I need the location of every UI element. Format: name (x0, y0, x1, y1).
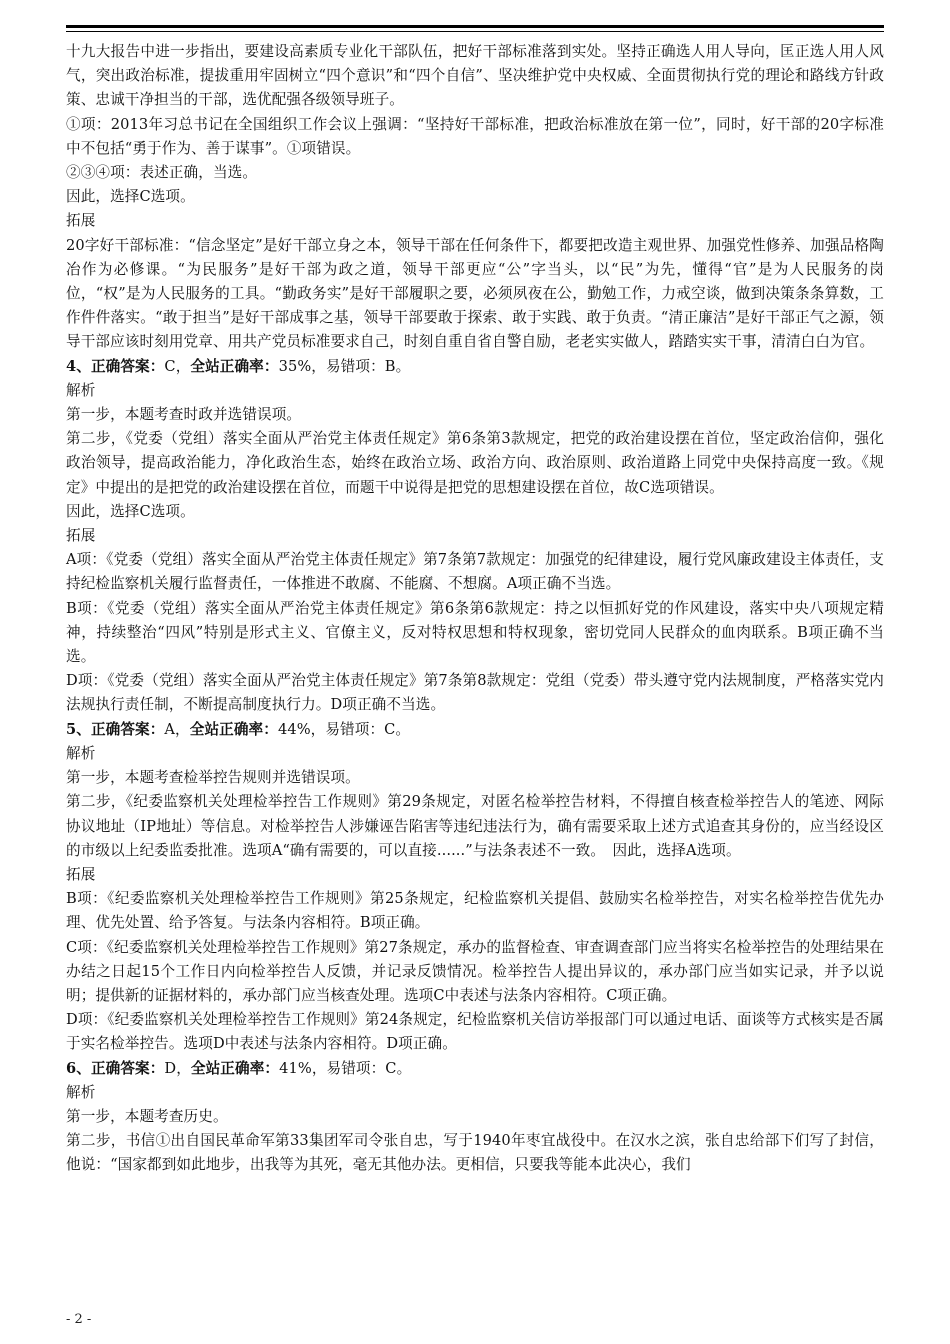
paragraph: D项：《纪委监察机关处理检举控告工作规则》第24条规定，纪检监察机关信访举报部门可以通过电话、面谈等方式核实是否属于实名检举控告。选项D中表述与法条内容相符。D项正确。 (66, 1011, 884, 1053)
paragraph: B项：《纪委监察机关处理检举控告工作规则》第25条规定，纪检监察机关提倡、鼓励实名检举控告，对实名检举控告优先办理、优先处置、给予答复。与法条内容相符。B项正确。 (66, 890, 884, 932)
paragraph: 20字好干部标准：“信念坚定”是好干部立身之本，领导干部在任何条件下，都要把改造主观世界、加强党性修养、加强品格陶冶作为必修课。“为民服务”是好干部为政之道，领导干部更应“公”字当头，以“民”为先，懂得“官”是为人民服务的岗位，“权”是为人民服务的工具。“勤政务实”是好干部履职之要，必须夙夜在公，勤勉工作，力戒空谈，做到决策条条算数，工作件件落实。“敢于担当”是好干部成事之基，领导干部要敢于探索、敢于实践、敢于负责。“清正廉洁”是好干部正气之源，领导干部应该时刻用党章、用共产党员标准要求自己，时刻自重自省自警自励，老老实实做人，踏踏实实干事，清清白白为官。 (66, 236, 884, 351)
paragraph: D项：《党委（党组）落实全面从严治党主体责任规定》第7条第8款规定：党组（党委）带头遵守党内法规制度，严格落实党内法规执行责任制，不断提高制度执行力。D项正确不当选。 (66, 672, 884, 714)
section-label: 拓展 (66, 212, 96, 230)
paragraph: A项：《党委（党组）落实全面从严治党主体责任规定》第7条第7款规定：加强党的纪律建设，履行党风廉政建设主体责任，支持纪检监察机关履行监督责任，一体推进不敢腐、不能腐、不想腐。A项正确不当选。 (66, 551, 884, 593)
paragraph: B项：《党委（党组）落实全面从严治党主体责任规定》第6条第6款规定：持之以恒抓好党的作风建设，落实中央八项规定精神，持续整治“四风”特别是形式主义、官僚主义，反对特权思想和特权现象，密切党同人民群众的血肉联系。B项正确不当选。 (66, 599, 884, 666)
paragraph: 第一步，本题考查时政并选错误项。 (66, 406, 302, 424)
paragraph: ①项：2013年习总书记在全国组织工作会议上强调：“坚持好干部标准，把政治标准放在第一位”，同时，好干部的20字标准中不包括“勇于作为、善于谋事”。①项错误。 (66, 115, 884, 157)
paragraph: ②③④项：表述正确，当选。 (66, 164, 258, 182)
paragraph: 第一步，本题考查检举控告规则并选错误项。 (66, 769, 360, 787)
paragraph: 第一步，本题考查历史。 (66, 1107, 228, 1125)
answer-heading-q6: 6、正确答案：D，全站正确率：41%，易错项：C。 (66, 1059, 412, 1077)
paragraph: 因此，选择C选项。 (66, 502, 195, 520)
paragraph: 十九大报告中进一步指出，要建设高素质专业化干部队伍，把好干部标准落到实处。坚持正确选人用人导向，匡正选人用人风气，突出政治标准，提拔重用牢固树立“四个意识”和“四个自信”、坚决维护党中央权威、全面贯彻执行党的理论和路线方针政策、忠诚干净担当的干部，选优配强各级领导班子。 (66, 43, 884, 109)
section-label: 解析 (66, 744, 96, 762)
document-body (66, 40, 884, 1178)
paragraph: C项：《纪委监察机关处理检举控告工作规则》第27条规定，承办的监督检查、审查调查部门应当将实名检举控告的处理结果在办结之日起15个工作日内向检举控告人反馈，并记录反馈情况。检举控告人提出异议的，承办部门应当如实记录，并予以说明；提供新的证据材料的，承办部门应当核查处理。选项C中表述与法条内容相符。C项正确。 (66, 938, 884, 1004)
section-label: 解析 (66, 381, 96, 399)
section-label: 拓展 (66, 527, 96, 545)
header-rule-thin (66, 31, 884, 32)
section-label: 拓展 (66, 865, 96, 883)
header-rule-thick (66, 25, 884, 28)
paragraph: 第二步，书信①出自国民革命军第33集团军司令张自忠，写于1940年枣宜战役中。在汉水之滨，张自忠给部下们写了封信，他说：“国家都到如此地步，出我等为其死，毫无其他办法。更相信，只要我等能本此决心，我们 (66, 1132, 884, 1174)
section-label: 解析 (66, 1083, 96, 1101)
answer-heading-q4: 4、正确答案：C，全站正确率：35%，易错项：B。 (66, 357, 411, 375)
paragraph: 第二步，《党委（党组）落实全面从严治党主体责任规定》第6条第3款规定，把党的政治建设摆在首位，坚定政治信仰，强化政治领导，提高政治能力，净化政治生态，始终在政治立场、政治方向、政治原则、政治道路上同党中央保持高度一致。《规定》中提出的是把党的政治建设摆在首位，而题干中说得是把党的思想建设摆在首位，故C选项错误。 (66, 430, 884, 496)
page-number: - 2 - (66, 1312, 92, 1327)
answer-heading-q5: 5、正确答案：A，全站正确率：44%，易错项：C。 (66, 720, 411, 738)
paragraph: 第二步，《纪委监察机关处理检举控告工作规则》第29条规定，对匿名检举控告材料，不得擅自核查检举控告人的笔迹、网际协议地址（IP地址）等信息。对检举控告人涉嫌诬告陷害等违纪违法行为，确有需要采取上述方式追查其身份的，应当经设区的市级以上纪委监委批准。选项A“确有需要的，可以直接......”与法条表述不一致。 因此，选择A选项。 (66, 793, 884, 859)
paragraph: 因此，选择C选项。 (66, 188, 195, 206)
